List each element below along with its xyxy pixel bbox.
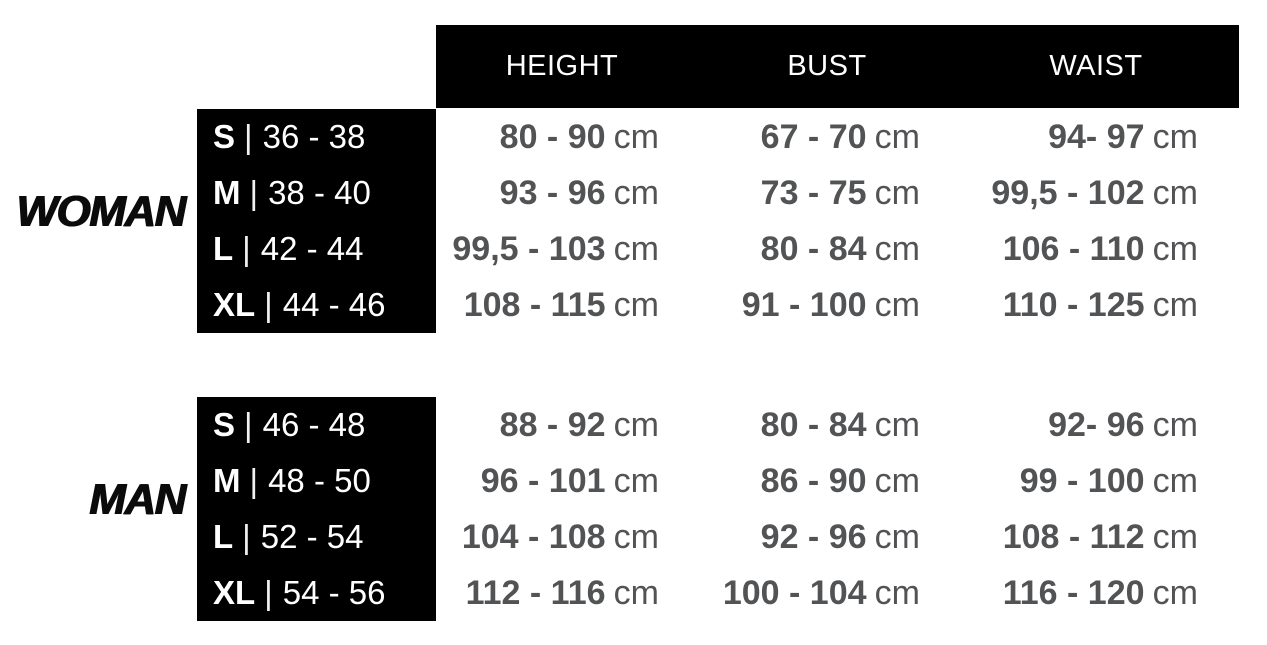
unit-label: cm <box>1152 173 1198 212</box>
size-code: S <box>213 118 236 155</box>
section-label-woman: WOMAN <box>16 187 185 236</box>
size-range: 52 - 54 <box>260 518 364 555</box>
table-row <box>0 277 1239 333</box>
waist-value: 94- 97 <box>1048 117 1145 156</box>
section-man <box>0 397 1267 621</box>
size-separator: | <box>244 118 253 155</box>
size-cell <box>197 109 436 165</box>
bust-value: 80 - 84 <box>760 229 867 268</box>
bust-cell <box>672 221 962 277</box>
table-row <box>0 565 1239 621</box>
spacer-cell <box>0 397 197 453</box>
bust-cell <box>672 565 962 621</box>
man-rows <box>0 397 1239 621</box>
bust-cell <box>672 165 962 221</box>
waist-cell <box>962 565 1239 621</box>
section-label-man: MAN <box>89 475 185 524</box>
size-range: 54 - 56 <box>282 574 386 611</box>
table-row <box>0 453 1239 509</box>
waist-cell <box>962 221 1239 277</box>
unit-label: cm <box>613 117 659 156</box>
table-row <box>0 397 1239 453</box>
bust-cell <box>672 509 962 565</box>
height-value: 96 - 101 <box>480 461 606 500</box>
waist-value: 99,5 - 102 <box>991 173 1145 212</box>
size-cell <box>197 277 436 333</box>
spacer-cell <box>0 221 197 277</box>
unit-label: cm <box>1152 229 1198 268</box>
section-woman <box>0 109 1267 333</box>
unit-label: cm <box>874 229 920 268</box>
waist-value: 108 - 112 <box>1002 517 1145 556</box>
bust-value: 100 - 104 <box>722 573 867 612</box>
unit-label: cm <box>1152 461 1198 500</box>
bust-value: 67 - 70 <box>760 117 867 156</box>
unit-label: cm <box>613 573 659 612</box>
bust-cell <box>672 397 962 453</box>
height-cell <box>436 565 672 621</box>
size-range: 48 - 50 <box>268 462 371 499</box>
spacer-cell <box>0 565 197 621</box>
woman-rows <box>0 109 1239 333</box>
column-header-bust: BUST <box>787 50 867 82</box>
height-cell <box>436 453 672 509</box>
size-code: M <box>213 462 241 499</box>
waist-value: 106 - 110 <box>1002 229 1145 268</box>
bust-value: 86 - 90 <box>760 461 867 500</box>
height-value: 80 - 90 <box>499 117 606 156</box>
size-cell <box>197 221 436 277</box>
table-row <box>0 165 1239 221</box>
unit-label: cm <box>613 461 659 500</box>
table-row <box>0 221 1239 277</box>
waist-cell <box>962 277 1239 333</box>
size-cell <box>197 397 436 453</box>
size-code: M <box>213 174 241 211</box>
bust-value: 73 - 75 <box>760 173 867 212</box>
spacer-cell <box>0 109 197 165</box>
waist-cell <box>962 509 1239 565</box>
size-range: 46 - 48 <box>262 406 366 443</box>
size-code: L <box>213 230 234 267</box>
waist-value: 116 - 120 <box>1002 573 1145 612</box>
size-cell <box>197 453 436 509</box>
column-header-waist: WAIST <box>1049 50 1143 82</box>
bust-cell <box>672 453 962 509</box>
unit-label: cm <box>613 517 659 556</box>
size-separator: | <box>244 406 253 443</box>
unit-label: cm <box>613 229 659 268</box>
waist-value: 99 - 100 <box>1019 461 1145 500</box>
unit-label: cm <box>874 461 920 500</box>
size-cell <box>197 565 436 621</box>
size-code: XL <box>213 574 256 611</box>
unit-label: cm <box>874 117 920 156</box>
size-separator: | <box>264 574 273 611</box>
unit-label: cm <box>874 173 920 212</box>
bust-cell <box>672 277 962 333</box>
bust-value: 92 - 96 <box>760 517 867 556</box>
size-code: XL <box>213 286 256 323</box>
bust-value: 80 - 84 <box>760 405 867 444</box>
height-cell <box>436 221 672 277</box>
unit-label: cm <box>1152 285 1198 324</box>
size-separator: | <box>264 286 273 323</box>
size-range: 44 - 46 <box>282 286 386 323</box>
unit-label: cm <box>1152 117 1198 156</box>
waist-cell <box>962 397 1239 453</box>
unit-label: cm <box>613 405 659 444</box>
height-cell <box>436 109 672 165</box>
waist-cell <box>962 453 1239 509</box>
size-range: 42 - 44 <box>260 230 364 267</box>
waist-cell <box>962 109 1239 165</box>
unit-label: cm <box>1152 573 1198 612</box>
column-header-height: HEIGHT <box>505 50 619 82</box>
unit-label: cm <box>1152 517 1198 556</box>
spacer-cell <box>0 165 197 221</box>
size-separator: | <box>242 518 251 555</box>
size-code: L <box>213 518 234 555</box>
waist-cell <box>962 165 1239 221</box>
unit-label: cm <box>874 517 920 556</box>
column-header-bar <box>436 25 1239 108</box>
height-cell <box>436 509 672 565</box>
unit-label: cm <box>613 173 659 212</box>
bust-cell <box>672 109 962 165</box>
height-value: 99,5 - 103 <box>452 229 606 268</box>
unit-label: cm <box>1152 405 1198 444</box>
size-cell <box>197 509 436 565</box>
height-cell <box>436 397 672 453</box>
height-value: 93 - 96 <box>499 173 606 212</box>
height-cell <box>436 165 672 221</box>
height-value: 108 - 115 <box>463 285 606 324</box>
table-row <box>0 509 1239 565</box>
height-value: 104 - 108 <box>461 517 606 556</box>
height-cell <box>436 277 672 333</box>
size-range: 38 - 40 <box>268 174 371 211</box>
spacer-cell <box>0 453 197 509</box>
size-range: 36 - 38 <box>262 118 366 155</box>
waist-value: 110 - 125 <box>1002 285 1145 324</box>
height-value: 112 - 116 <box>465 573 606 612</box>
spacer-cell <box>0 277 197 333</box>
table-row <box>0 109 1239 165</box>
size-cell <box>197 165 436 221</box>
height-value: 88 - 92 <box>499 405 606 444</box>
unit-label: cm <box>874 285 920 324</box>
size-separator: | <box>242 230 251 267</box>
unit-label: cm <box>874 573 920 612</box>
bust-value: 91 - 100 <box>741 285 867 324</box>
size-code: S <box>213 406 236 443</box>
unit-label: cm <box>874 405 920 444</box>
unit-label: cm <box>613 285 659 324</box>
size-separator: | <box>249 462 259 499</box>
spacer-cell <box>0 509 197 565</box>
waist-value: 92- 96 <box>1048 405 1145 444</box>
size-separator: | <box>249 174 259 211</box>
